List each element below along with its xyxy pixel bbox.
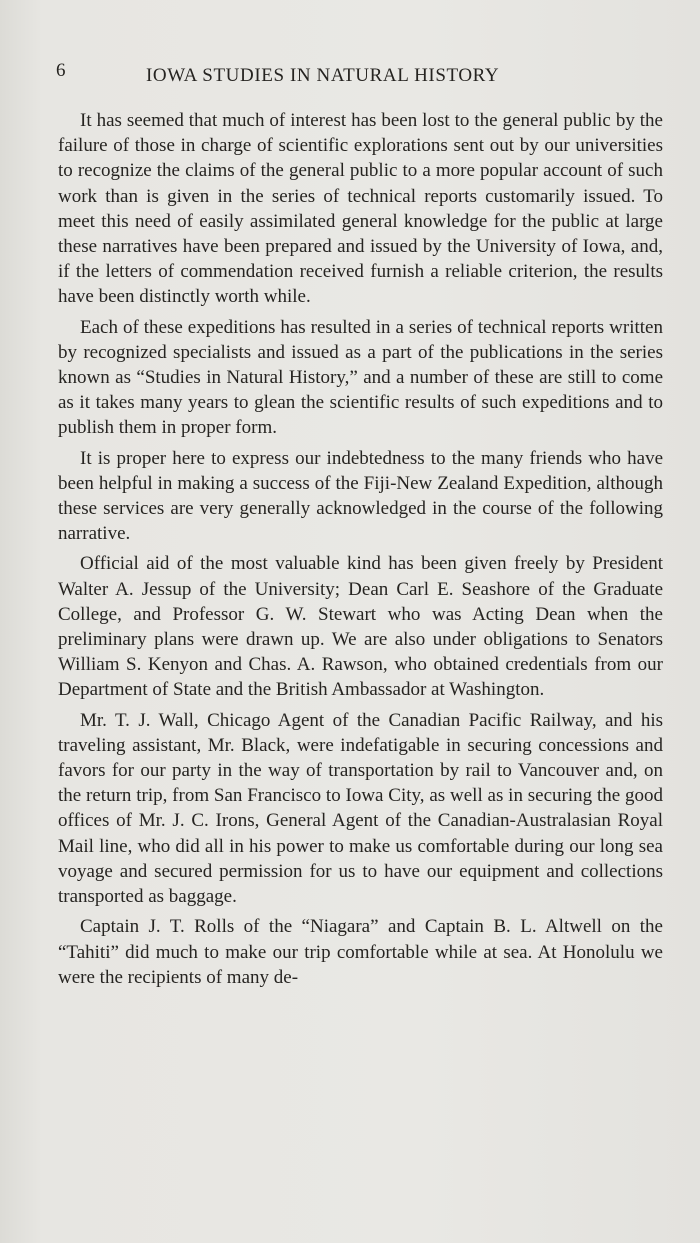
- paragraph-3: It is proper here to express our indebtedness to the many friends who have been helpful in making a success of the Fiji-New Zealand Expedition, although these services are very generally acknowledged in the course of the following narrative.: [58, 447, 663, 545]
- body-text: [58, 108, 663, 995]
- paragraph-4: Official aid of the most valuable kind has been given freely by President Walter A. Jessup of the University; Dean Carl E. Seashore of the Graduate College, and Professor G. W. Stewart who was Acting Dean when the preliminary plans were drawn up. We are also under obligations to Senators William S. Kenyon and Chas. A. Rawson, who obtained credentials from our Department of State and the British Ambassador at Washington.: [58, 553, 663, 701]
- running-head: IOWA STUDIES IN NATURAL HISTORY: [146, 65, 500, 86]
- paragraph-5: Mr. T. J. Wall, Chicago Agent of the Canadian Pacific Railway, and his traveling assistant, Mr. Black, were indefatigable in securing concessions and favors for our party in the way of transportation by rail to Vancouver and, on the return trip, from San Francisco to Iowa City, as well as in securing the good offices of Mr. J. C. Irons, General Agent of the Canadian-Australasian Royal Mail line, who did all in his power to make us comfortable during our long sea voyage and secured permission for us to have our equipment and collections transported as baggage.: [58, 709, 663, 908]
- page-number: 6: [56, 60, 66, 81]
- paragraph-1: It has seemed that much of interest has been lost to the general public by the failure of those in charge of scientific explorations sent out by our universities to recognize the claims of the general public to a more popular account of such work than is given in the series of technical reports customarily issued. To meet this need of easily assimilated general knowledge for the public at large these narratives have been prepared and issued by the University of Iowa, and, if the letters of commendation received furnish a reliable criterion, the results have been distinctly worth while.: [58, 110, 663, 308]
- paragraph-6: Captain J. T. Rolls of the “Niagara” and Captain B. L. Altwell on the “Tahiti” did much to make our trip comfortable while at sea. At Honolulu we were the recipients of many de-: [58, 916, 663, 988]
- paragraph-2: Each of these expeditions has resulted in a series of technical reports written by recognized specialists and issued as a part of the publications in the series known as “Studies in Natural History,” and a number of these are still to come as it takes many years to glean the scientific results of such expeditions and to publish them in proper form.: [58, 316, 663, 439]
